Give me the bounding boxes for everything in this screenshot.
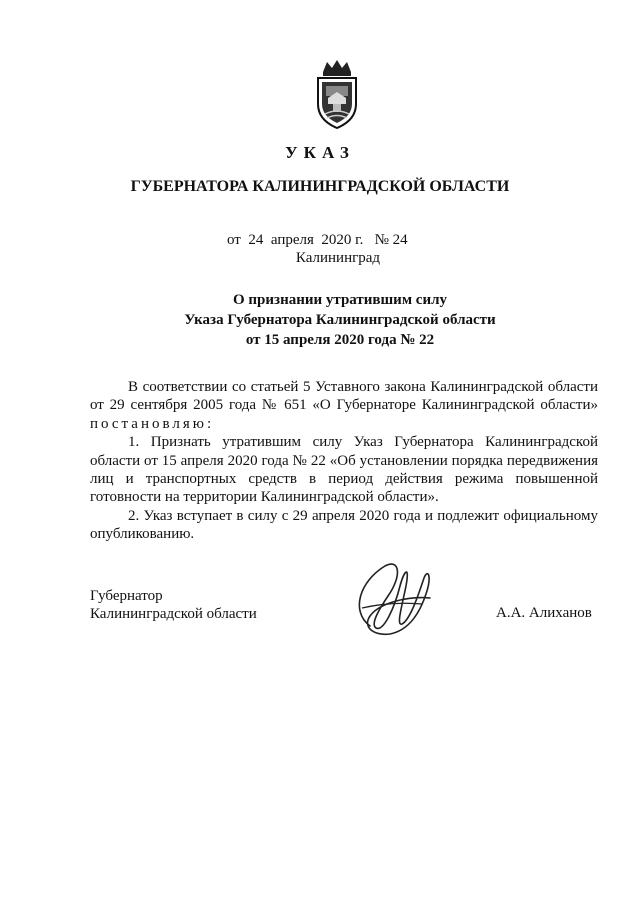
signatory-position-line: Калининградской области	[90, 606, 257, 623]
body-intro-paragraph	[90, 378, 598, 433]
body-intro: В соответствии со статьей 5 Уставного закона Калининградской области от 29 сентября 2005 года № 651 «О Губернаторе Калининградской области»	[90, 379, 598, 414]
decree-title: УКАЗ	[285, 143, 355, 162]
handwritten-signature	[340, 556, 440, 638]
date-prefix: от	[227, 232, 241, 248]
document-subject-line: Указа Губернатора Калининградской области	[184, 312, 496, 328]
signatory-position	[90, 587, 257, 624]
body-item-1: 1. Признать утратившим силу Указ Губернатора Калининградской области от 15 апреля 2020 года № 22 «Об установлении порядка передвижения лиц и транспортных средств в период действия режима повышенной готовности на территории Калининградской области».	[90, 434, 598, 506]
coat-of-arms-icon	[313, 58, 361, 130]
decree-issuer: ГУБЕРНАТОРА КАЛИНИНГРАДСКОЙ ОБЛАСТИ	[130, 178, 510, 195]
decree-number: № 24	[374, 232, 408, 248]
decree-date-line	[227, 232, 408, 249]
signatory-name: А.А. Алиханов	[496, 605, 592, 621]
decree-body	[90, 378, 598, 544]
date-day: 24	[248, 232, 264, 248]
decree-city: Калининград	[295, 250, 381, 266]
document-subject	[0, 290, 640, 350]
date-year: 2020 г.	[321, 232, 364, 248]
document-subject-line: О признании утратившим силу	[233, 292, 447, 308]
date-month: апреля	[270, 232, 314, 248]
body-item-2: 2. Указ вступает в силу с 29 апреля 2020 года и подлежит официальному опубликованию.	[90, 507, 598, 543]
decree-word: постановляю:	[90, 415, 215, 432]
document-subject-line: от 15 апреля 2020 года № 22	[245, 332, 435, 348]
signatory-position-line: Губернатор	[90, 588, 163, 604]
